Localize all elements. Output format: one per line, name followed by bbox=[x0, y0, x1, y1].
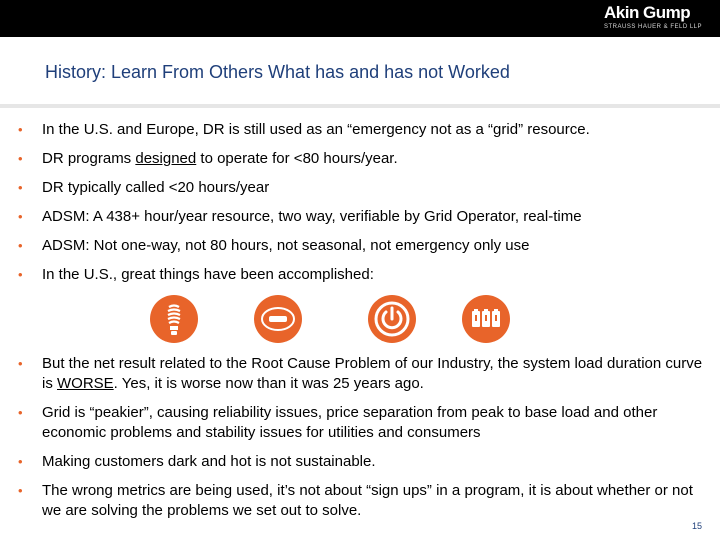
company-logo bbox=[604, 3, 712, 32]
header-bar bbox=[0, 0, 720, 37]
bullet-dot: • bbox=[18, 209, 23, 224]
bullet-text-pre: But the net result related to the Root Cause Problem of our Industry, the system load duration curve is bbox=[42, 355, 703, 392]
bullet-text: The wrong metrics are being used, it’s not about “sign ups” in a program, it is about whether or not we are solving the problems we set out to solve. bbox=[42, 482, 693, 519]
bullet-item-7 bbox=[18, 354, 708, 394]
bullet-text-post: . Yes, it is worse now than it was 25 years ago. bbox=[113, 375, 424, 392]
bullet-item-3 bbox=[18, 178, 708, 198]
bullet-text: In the U.S., great things have been accomplished: bbox=[42, 266, 374, 283]
slide-title: History: Learn From Others What has and has not Worked bbox=[45, 62, 510, 82]
bullet-text: ADSM: A 438+ hour/year resource, two way, verifiable by Grid Operator, real-time bbox=[42, 208, 582, 225]
bullet-text: Making customers dark and hot is not sustainable. bbox=[42, 453, 376, 470]
bullet-dot: • bbox=[18, 454, 23, 469]
battery-bank-icon bbox=[462, 295, 510, 343]
bullet-dot: • bbox=[18, 151, 23, 166]
bullet-dot: • bbox=[18, 238, 23, 253]
bullet-text: ADSM: Not one-way, not 80 hours, not seasonal, not emergency only use bbox=[42, 237, 530, 254]
bullet-text-post: to operate for <80 hours/year. bbox=[196, 150, 398, 167]
bullet-text: In the U.S. and Europe, DR is still used as an “emergency not as a “grid” resource. bbox=[42, 121, 590, 138]
bullet-item-10 bbox=[18, 481, 708, 521]
bullet-text: DR typically called <20 hours/year bbox=[42, 179, 270, 196]
bullet-item-5 bbox=[18, 236, 708, 256]
logo-main-text: Akin Gump bbox=[604, 3, 691, 22]
bullet-item-8 bbox=[18, 403, 708, 443]
bullet-item-2 bbox=[18, 149, 708, 169]
bullet-item-9 bbox=[18, 452, 708, 472]
light-bulb-icon bbox=[150, 295, 198, 343]
bullet-text bbox=[42, 354, 708, 394]
bullet-text-underlined: designed bbox=[135, 150, 197, 167]
bullet-dot: • bbox=[18, 180, 23, 195]
bullet-dot: • bbox=[18, 267, 23, 282]
bullet-item-1 bbox=[18, 120, 708, 140]
bullet-text-underlined: WORSE bbox=[57, 375, 114, 392]
bullet-dot: • bbox=[18, 356, 23, 371]
page-number: 15 bbox=[691, 521, 702, 531]
title-divider bbox=[0, 104, 720, 108]
thermostat-icon bbox=[254, 295, 302, 343]
bullet-dot: • bbox=[18, 483, 23, 498]
logo-sub-text: STRAUSS HAUER & FELD LLP bbox=[604, 24, 703, 30]
bullet-item-6 bbox=[18, 265, 708, 285]
power-button-icon bbox=[368, 295, 416, 343]
bullet-dot: • bbox=[18, 405, 23, 420]
bullet-item-4 bbox=[18, 207, 708, 227]
accomplishment-icons bbox=[150, 295, 530, 345]
bullet-dot: • bbox=[18, 122, 23, 137]
bullet-text: Grid is “peakier”, causing reliability issues, price separation from peak to base load and other economic problems and stability issues for utilities and consumers bbox=[42, 404, 658, 441]
bullet-text bbox=[42, 149, 708, 169]
bullet-text-pre: DR programs bbox=[42, 150, 136, 167]
